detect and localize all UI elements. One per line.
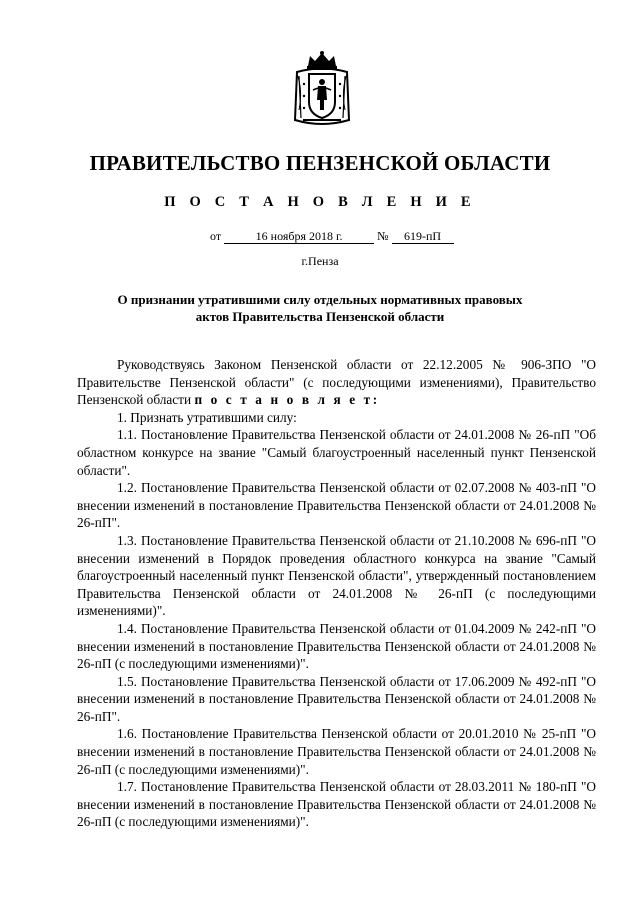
coat-of-arms-icon (291, 50, 353, 128)
document-subject (80, 291, 560, 325)
subject-line-2: актов Правительства Пензенской области (195, 309, 445, 324)
number-sign: № (377, 229, 389, 243)
subitem-1-1: 1.1. Постановление Правительства Пензенской области от 24.01.2008 № 26-пП "Об областном конкурсе на звание "Самый благоустроенный населенный пункт Пензенской области". (77, 427, 596, 478)
subitem-1-2: 1.2. Постановление Правительства Пензенской области от 02.07.2008 № 403-пП "О внесении изменений в постановление Правительства Пензенской области от 24.01.2008 № 26-пП". (77, 480, 596, 531)
document-type: П О С Т А Н О В Л Е Н И Е (164, 194, 476, 210)
document-number: 619-пП (392, 229, 454, 244)
date-number-line (210, 229, 454, 244)
subitem-1-6: 1.6. Постановление Правительства Пензенской области от 20.01.2010 № 25-пП "О внесении изменений в постановление Правительства Пензенской области от 24.01.2008 № 26-пП (с последующими изменениями)". (77, 726, 596, 777)
subitem-1-4: 1.4. Постановление Правительства Пензенской области от 01.04.2009 № 242-пП "О внесении изменений в постановление Правительства Пензенской области от 24.01.2008 № 26-пП (с последующими изменениями)". (77, 620, 596, 672)
city: г.Пенза (301, 254, 339, 268)
date-prefix: от (210, 229, 222, 243)
decrees-word: п о с т а н о в л я е т: (194, 392, 380, 408)
item-1: 1. Признать утратившими силу: (117, 409, 297, 425)
document-date: 16 ноября 2018 г. (224, 229, 374, 244)
subitem-1-3: 1.3. Постановление Правительства Пензенской области от 21.10.2008 № 696-пП "О внесении изменений в Порядок проведения областного конкурса на звание "Самый благоустроенный населенный пункт Пензенской области", утвержденный постановлением Правительства Пензенской области от 24.01.2008 № 26-пП (с последующими изменениями)". (77, 532, 596, 619)
preamble-text: Руководствуясь Законом Пензенской области от 22.12.2005 № 906-ЗПО "О Правительстве Пензенской области" (с последующими изменениями), Правительство Пензенской области (77, 357, 596, 408)
government-title: ПРАВИТЕЛЬСТВО ПЕНЗЕНСКОЙ ОБЛАСТИ (89, 151, 551, 175)
document-body (77, 356, 596, 831)
subject-line-1: О признании утратившими силу отдельных нормативных правовых (117, 292, 523, 307)
subitem-1-5: 1.5. Постановление Правительства Пензенской области от 17.06.2009 № 492-пП "О внесении изменений в постановление Правительства Пензенской области от 24.01.2008 № 26-пП". (77, 673, 596, 724)
preamble-paragraph (77, 356, 596, 409)
subitem-1-7: 1.7. Постановление Правительства Пензенской области от 28.03.2011 № 180-пП "О внесении изменений в постановление Правительства Пензенской области от 24.01.2008 № 26-пП (с последующими изменениями)". (77, 779, 596, 830)
